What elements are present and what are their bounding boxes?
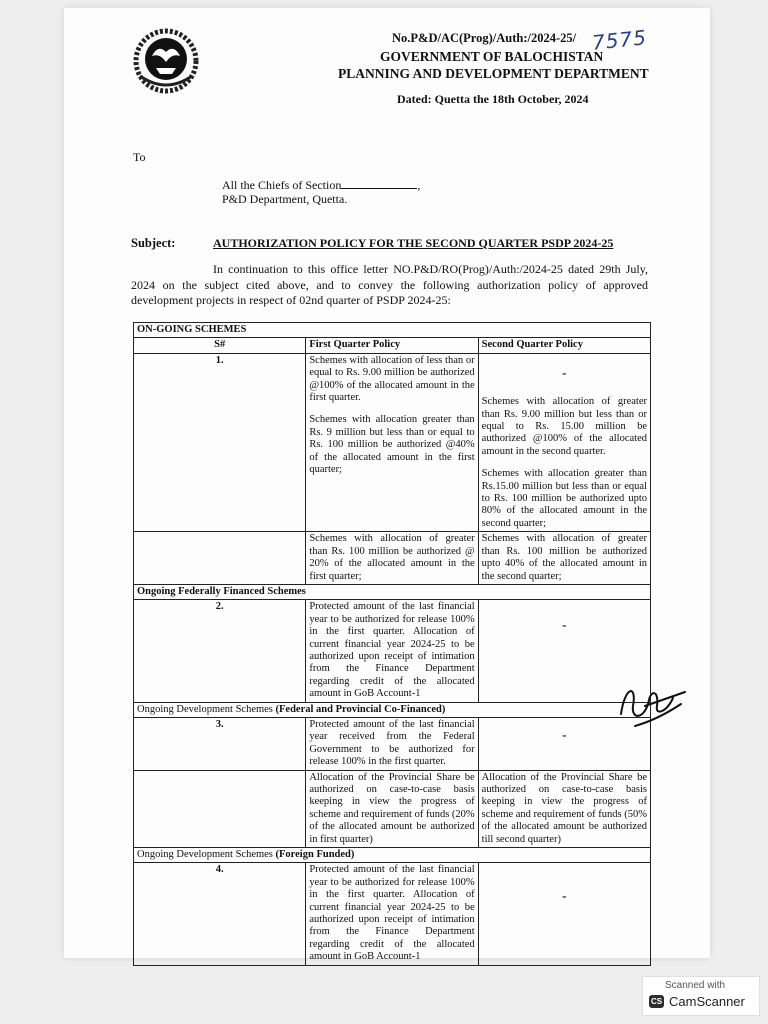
second-quarter-cell: - bbox=[478, 600, 650, 702]
policy-table bbox=[133, 322, 651, 966]
first-quarter-cell: Schemes with allocation of less than or equal to Rs. 9.00 million be authorized @100% of the allocated amount in the first quarter. Schemes with allocation greater than Rs. 9 million but less than or equal to Rs. 100 million be authorized @40% of the allocated amount in the first quarter; bbox=[306, 353, 478, 531]
section-title: Ongoing Development Schemes (Federal and Provincial Co-Financed) bbox=[134, 702, 651, 717]
subject-text: AUTHORIZATION POLICY FOR THE SECOND QUARTER PSDP 2024-25 bbox=[213, 236, 614, 250]
handwritten-signature bbox=[615, 676, 687, 732]
second-quarter-cell: Schemes with allocation of greater than Rs. 100 million be authorized upto 40% of the allocated amount in the second quarter; bbox=[478, 532, 650, 585]
row-number: 2. bbox=[134, 600, 306, 702]
section-header-ongoing bbox=[134, 323, 651, 338]
second-quarter-cell: - bbox=[478, 717, 650, 770]
dated-line: Dated: Quetta the 18th October, 2024 bbox=[397, 92, 589, 106]
section-header-foreign bbox=[134, 848, 651, 863]
section-header-cofinanced bbox=[134, 702, 651, 717]
camscanner-icon: CS bbox=[650, 997, 663, 1006]
government-title: GOVERNMENT OF BALOCHISTAN bbox=[380, 49, 604, 64]
section-title: ON-GOING SCHEMES bbox=[134, 323, 651, 338]
section-title: Ongoing Federally Financed Schemes bbox=[134, 584, 651, 599]
column-header-row bbox=[134, 338, 651, 353]
addressee-line-2: P&D Department, Quetta. bbox=[222, 192, 348, 206]
first-quarter-cell: Schemes with allocation of greater than Rs. 100 million be authorized @ 20% of the allocated amount in the first quarter; bbox=[306, 532, 478, 585]
col-second-quarter: Second Quarter Policy bbox=[478, 338, 650, 353]
row-number: 4. bbox=[134, 863, 306, 965]
table-row bbox=[134, 600, 651, 702]
col-sn: S# bbox=[134, 338, 306, 353]
second-quarter-cell: - bbox=[478, 863, 650, 965]
camscanner-brand: CamScanner bbox=[669, 994, 745, 1009]
table-row bbox=[134, 717, 651, 770]
table-row bbox=[134, 770, 651, 847]
col-first-quarter: First Quarter Policy bbox=[306, 338, 478, 353]
first-quarter-cell: Protected amount of the last financial year to be authorized for release 100% in the first quarter. Allocation of current financial year 2024-25 to be authorized upon receipt of intimation from the Finance Department regarding credit of the allocated amount in GoB Account-1 bbox=[306, 863, 478, 965]
section-header-federal bbox=[134, 584, 651, 599]
reference-number: No.P&D/AC(Prog)/Auth:/2024-25/ bbox=[392, 31, 577, 45]
scanned-with-label: Scanned with bbox=[665, 980, 726, 991]
table-row bbox=[134, 532, 651, 585]
second-quarter-cell: - Schemes with allocation of greater than Rs. 9.00 million but less than or equal to Rs. 15.00 million be authorized @100% of the allocated amount in the second quarter. Schemes with allocation greater than Rs.15.00 million but less than or equal to Rs. 100 million be authorized upto 80% of the allocated amount in the second quarter; bbox=[478, 353, 650, 531]
handwritten-number: 7575 bbox=[590, 25, 649, 55]
row-number: 3. bbox=[134, 717, 306, 770]
table-row bbox=[134, 353, 651, 531]
subject-label: Subject: bbox=[131, 236, 176, 250]
government-seal-logo bbox=[128, 26, 204, 96]
intro-paragraph: In continuation to this office letter NO.P&D/RO(Prog)/Auth:/2024-25 dated 29th July, 2024 on the subject cited above, and to convey the following authorization policy of approved development projects in respect of 02nd quarter of PSDP 2024-25: bbox=[131, 262, 648, 307]
table-row bbox=[134, 863, 651, 965]
first-quarter-cell: Protected amount of the last financial year received from the Federal Government to be authorized for release 100% in the first quarter. bbox=[306, 717, 478, 770]
to-label: To bbox=[133, 150, 146, 164]
row-number: 1. bbox=[134, 353, 306, 531]
camscanner-watermark bbox=[642, 976, 760, 1016]
first-quarter-cell: Protected amount of the last financial year to be authorized for release 100% in the first quarter. Allocation of current financial year 2024-25 to be authorized upon receipt of intimation from the Finance Department regarding credit of the allocated amount in GoB Account-1 bbox=[306, 600, 478, 702]
section-title: Ongoing Development Schemes (Foreign Funded) bbox=[134, 848, 651, 863]
second-quarter-cell: Allocation of the Provincial Share be authorized on case-to-case basis keeping in view the progress of scheme and requirement of funds (50% of the allocated amount be authorized till second quarter) bbox=[478, 770, 650, 847]
first-quarter-cell: Allocation of the Provincial Share be authorized on case-to-case basis keeping in view the progress of scheme and requirement of funds (20% of the allocated amount be authorized in first quarter) bbox=[306, 770, 478, 847]
addressee-line-1: All the Chiefs of Section , bbox=[222, 178, 421, 192]
department-title: PLANNING AND DEVELOPMENT DEPARTMENT bbox=[338, 66, 649, 81]
